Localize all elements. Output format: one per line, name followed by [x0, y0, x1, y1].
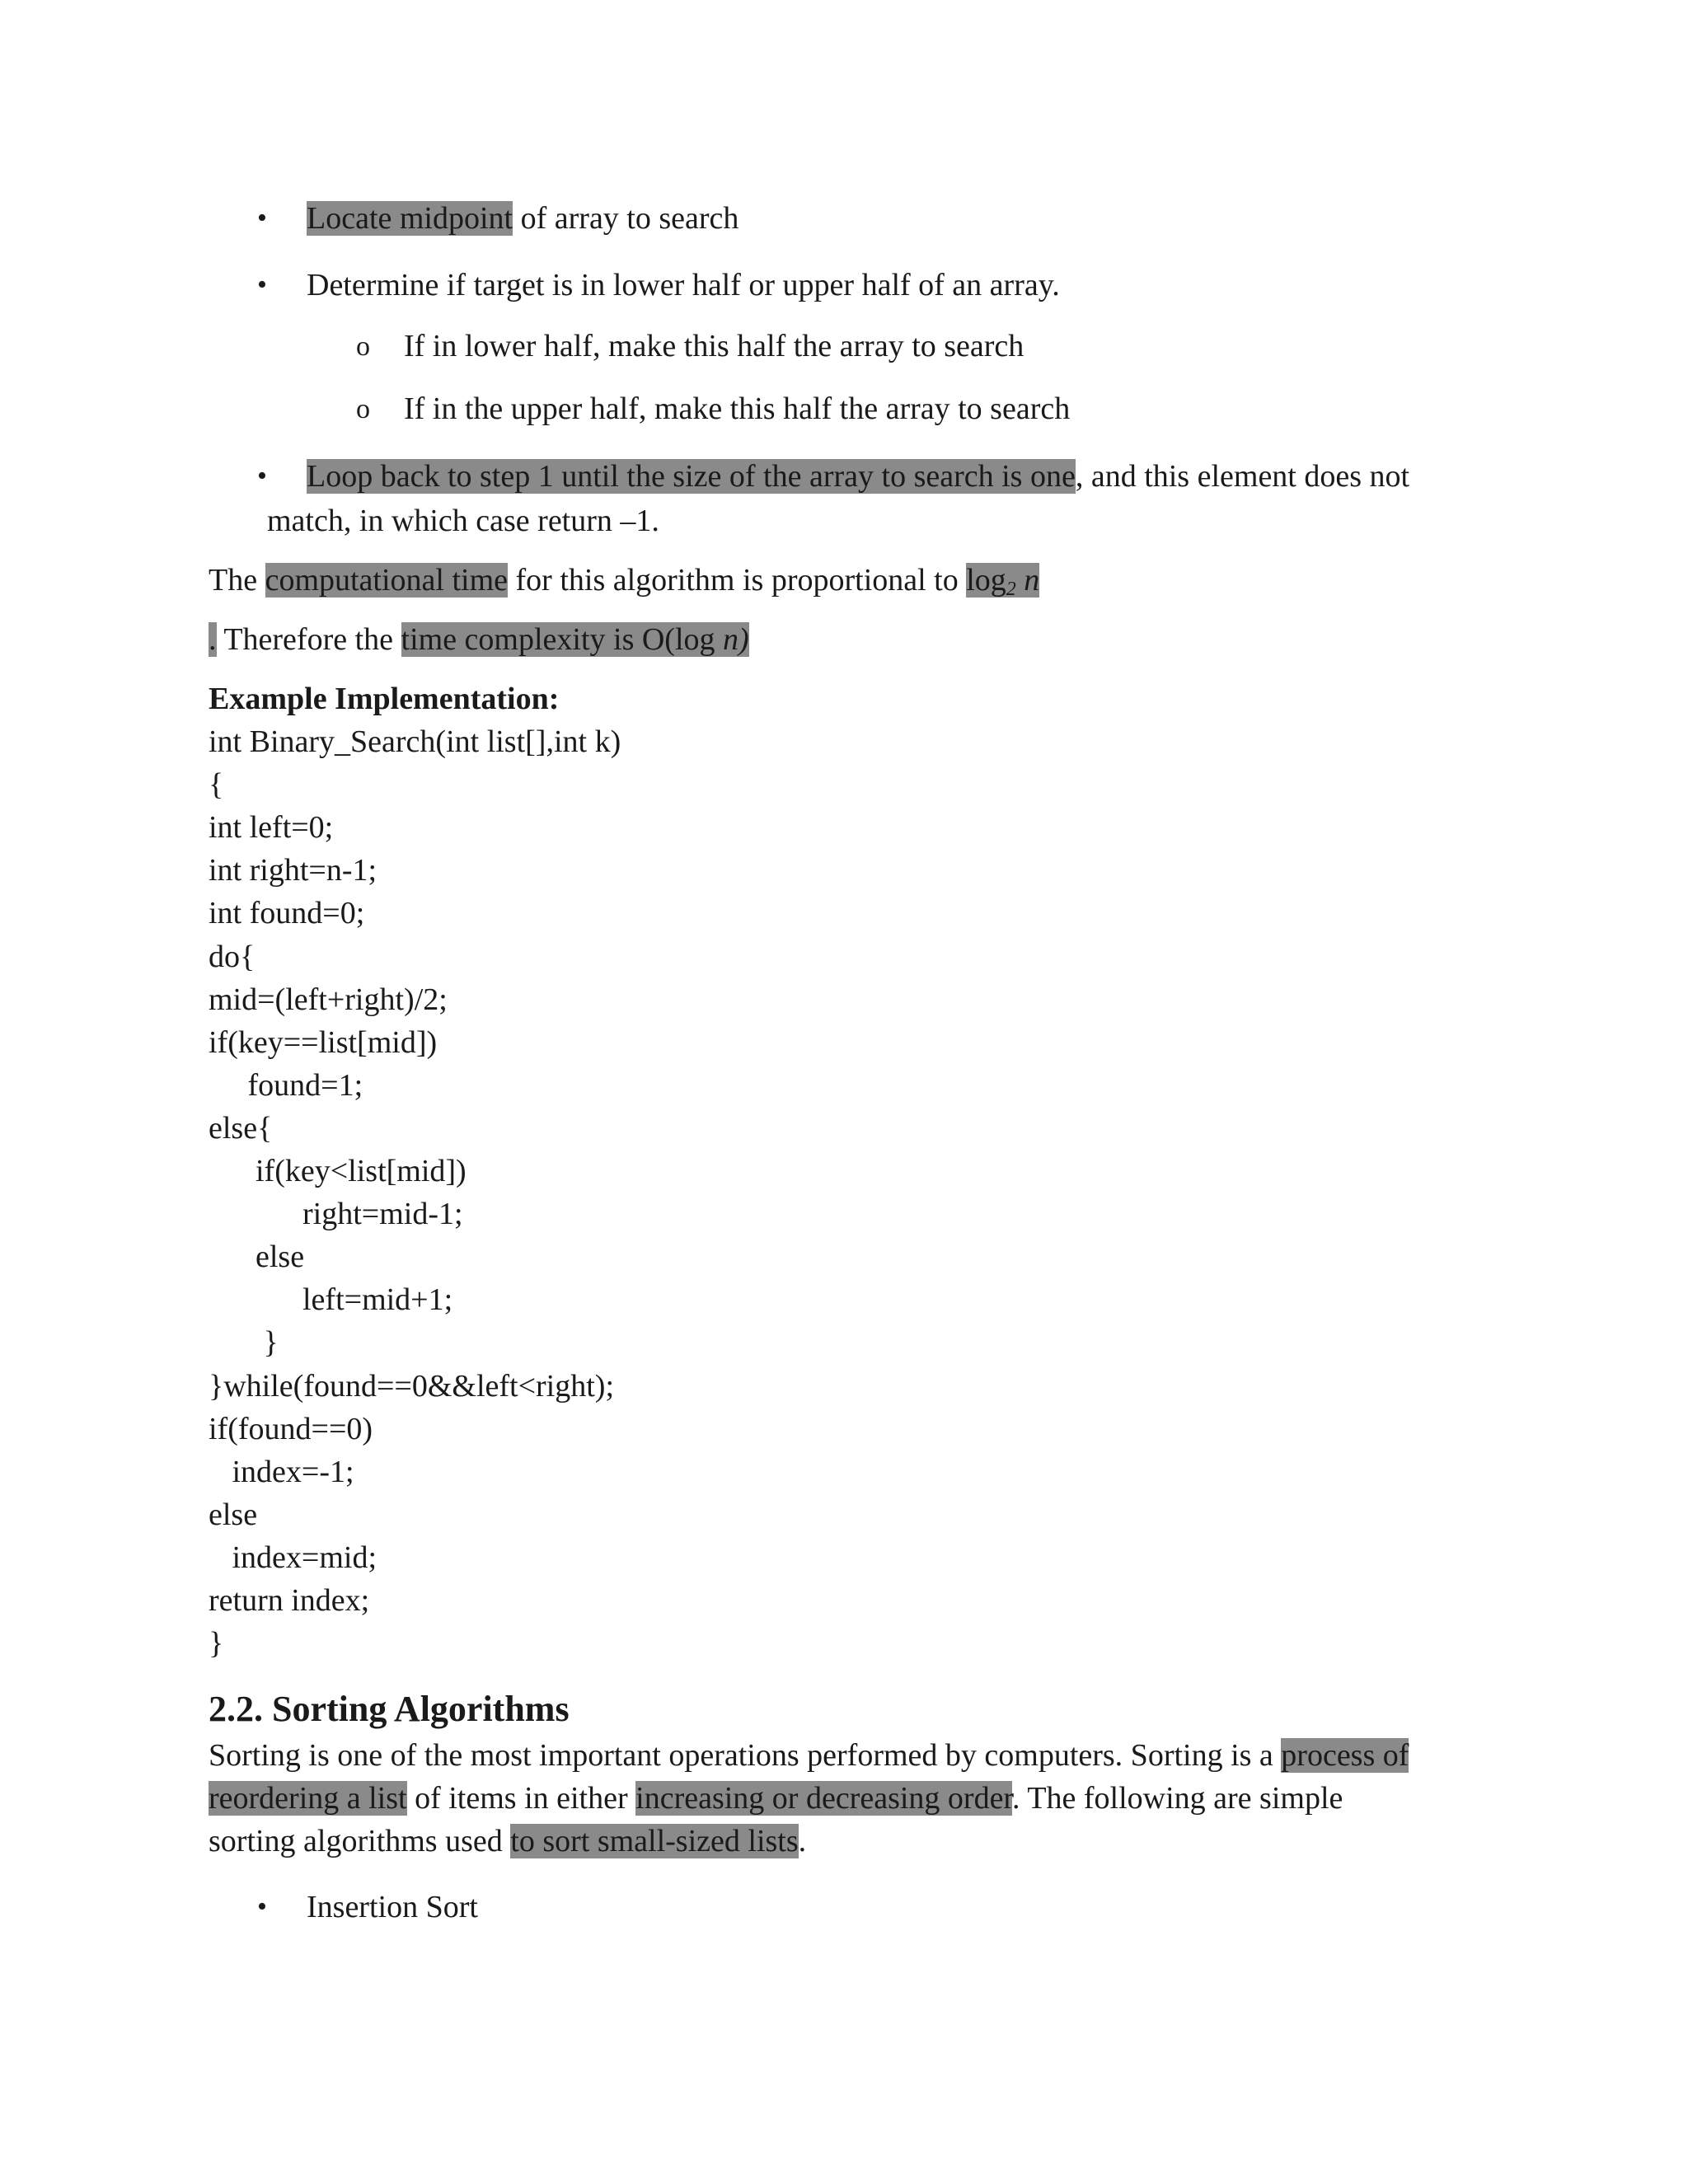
code-line: }: [209, 1626, 224, 1661]
computational-time-line: [209, 562, 1039, 601]
bullet-marker: •: [257, 269, 267, 300]
bullet-marker: •: [257, 1891, 267, 1922]
code-line: found=1;: [209, 1068, 363, 1103]
log-text: log: [966, 563, 1006, 598]
text: .: [798, 1824, 807, 1858]
text: of items in either: [406, 1781, 636, 1816]
text: The: [209, 563, 265, 598]
text: time complexity is O(log: [401, 622, 724, 657]
text-italic: n): [723, 622, 749, 657]
text: Therefore the: [216, 622, 401, 657]
text: Sorting is one of the most important operations performed by computers. Sorting is a: [209, 1738, 1282, 1773]
code-line: int Binary_Search(int list[],int k): [209, 724, 621, 759]
log-n: n: [1015, 563, 1040, 598]
section-heading: 2.2. Sorting Algorithms: [209, 1689, 570, 1729]
code-line: right=mid-1;: [209, 1197, 463, 1231]
highlight: Loop back to step 1 until the size of the array to search is one: [307, 459, 1076, 494]
code-line: index=-1;: [209, 1455, 354, 1489]
code-line: if(key==list[mid]): [209, 1025, 438, 1060]
code-line: }while(found==0&&left<right);: [209, 1369, 614, 1404]
sub-bullet-marker: o: [356, 394, 370, 424]
highlight: Locate midpoint: [307, 201, 513, 236]
code-line: return index;: [209, 1583, 370, 1618]
bullet-text: , and this element does not: [1075, 459, 1410, 494]
code-line: do{: [209, 940, 256, 974]
bullet-item-determine: Determine if target is in lower half or upper half of an array.: [307, 268, 1060, 302]
bullet-continuation: match, in which case return –1.: [267, 504, 659, 538]
sub-bullet-upper-half: If in the upper half, make this half the array to search: [404, 391, 1071, 426]
highlight-dot: .: [209, 622, 217, 657]
time-complexity-line: [209, 621, 749, 658]
bullet-marker: •: [257, 203, 267, 233]
bullet-item-locate-midpoint: [307, 200, 738, 237]
sorting-paragraph-line-3: [209, 1823, 806, 1859]
sub-bullet-lower-half: If in lower half, make this half the array to search: [404, 329, 1025, 363]
highlight-log: [966, 563, 1039, 598]
code-line: mid=(left+right)/2;: [209, 982, 448, 1017]
bullet-item-loop-back: [307, 458, 1409, 494]
code-line: int left=0;: [209, 810, 334, 845]
code-line: else: [209, 1240, 305, 1274]
sub-bullet-marker: o: [356, 331, 370, 362]
code-line: }: [209, 1325, 279, 1360]
code-line: {: [209, 767, 224, 802]
highlight: to sort small-sized lists: [510, 1824, 799, 1858]
code-line: int found=0;: [209, 896, 365, 930]
code-line: left=mid+1;: [209, 1282, 453, 1317]
code-line: else: [209, 1497, 258, 1532]
bullet-marker: •: [257, 461, 267, 491]
sorting-paragraph-line-1: [209, 1737, 1409, 1774]
highlight: process of: [1281, 1738, 1409, 1773]
example-heading: Example Implementation:: [209, 682, 560, 716]
code-line: if(key<list[mid]): [209, 1154, 467, 1188]
bullet-text: of array to search: [513, 201, 739, 236]
log-base: 2: [1006, 579, 1016, 600]
highlight-complexity: [401, 622, 749, 657]
code-line: if(found==0): [209, 1412, 373, 1446]
code-line: index=mid;: [209, 1540, 377, 1575]
highlight: computational time: [265, 563, 509, 598]
text: . The following are simple: [1012, 1781, 1343, 1816]
sorting-paragraph-line-2: [209, 1780, 1343, 1816]
code-line: else{: [209, 1111, 273, 1146]
highlight: increasing or decreasing order: [635, 1781, 1012, 1816]
bullet-item-insertion-sort: Insertion Sort: [307, 1890, 478, 1924]
text: for this algorithm is proportional to: [508, 563, 967, 598]
text: sorting algorithms used: [209, 1824, 511, 1858]
highlight: reordering a list: [209, 1781, 407, 1816]
code-line: int right=n-1;: [209, 853, 377, 888]
